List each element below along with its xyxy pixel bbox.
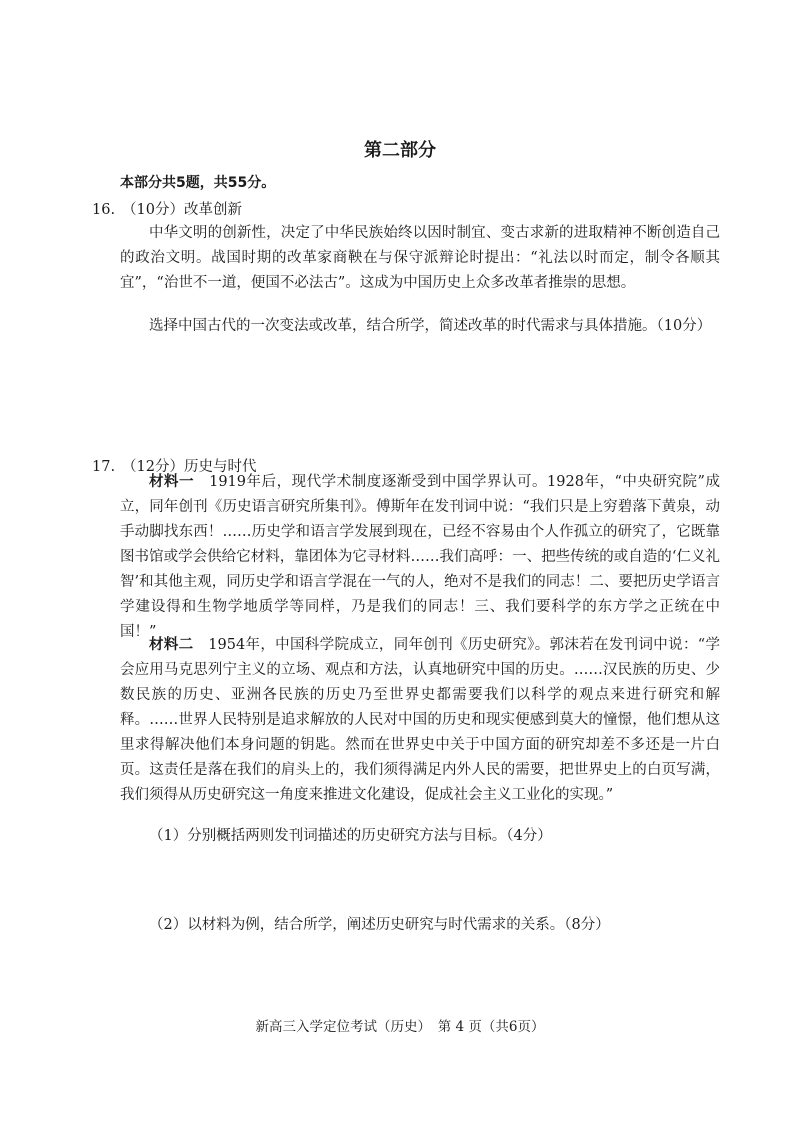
material-2	[120, 633, 720, 808]
section-title: 第二部分	[364, 140, 436, 161]
question-17-sub-2: （2）以材料为例，结合所学，阐述历史研究与时代需求的关系。（8分）	[149, 917, 610, 933]
question-16-heading: （10分）改革创新	[122, 202, 242, 218]
question-17-heading: （12分）历史与时代	[122, 459, 257, 475]
question-17-sub-1: （1）分别概括两则发刊词描述的历史研究方法与目标。（4分）	[149, 828, 552, 844]
page-footer: 新高三入学定位考试（历史） 第 4 页（共6页）	[255, 1019, 545, 1035]
question-16-paragraph-2: 选择中国古代的一次变法或改革，结合所学，简述改革的时代需求与具体措施。（10分）	[149, 318, 712, 334]
question-17-number: 17.	[92, 459, 116, 475]
question-16-paragraph-1: 中华文明的创新性，决定了中华民族始终以因时制宜、变古求新的进取精神不断创造自己的政治文明。战国时期的改革家商鞅在与保守派辩论时提出：“礼法以时而定，制令各顺其宜”，“治世不一道，便国不必法古”。这成为中国历史上众多改革者推崇的思想。	[120, 225, 720, 291]
question-16-number: 16.	[92, 202, 116, 218]
material-2-text: 1954年，中国科学院成立，同年创刊《历史研究》。郭沫若在发刊词中说：“学会应用马克思列宁主义的立场、观点和方法，认真地研究中国的历史。……汉民族的历史、少数民族的历史、亚洲各民族的历史乃至世界史都需要我们以科学的观点来进行研究和解释。……世界人民特别是追求解放的人民对中国的历史和现实便感到莫大的憧憬，他们想从这里求得解决他们本身问题的钥匙。然而在世界史中关于中国方面的研究却差不多还是一片白页。这责任是落在我们的肩头上的，我们须得满足内外人民的需要，把世界史上的白页写满，我们须得从历史研究这一角度来推进文化建设，促成社会主义工业化的实现。”	[120, 637, 720, 803]
question-16-header	[92, 198, 242, 219]
material-2-label: 材料二	[149, 637, 194, 653]
material-1-label: 材料一	[149, 474, 195, 490]
material-1-text: 1919年后，现代学术制度逐渐受到中国学界认可。1928年，“中央研究院”成立，同年创刊《历史语言研究所集刊》。傅斯年在发刊词中说：“我们只是上穷碧落下黄泉，动手动脚找东西！……历史学和语言学发展到现在，已经不容易由个人作孤立的研究了，它既靠图书馆或学会供给它材料，靠团体为它寻材料……我们高呼：一、把些传统的或自造的‘仁义礼智’和其他主观，同历史学和语言学混在一气的人，绝对不是我们的同志！二、要把历史学语言学建设得和生物学地质学等同样，乃是我们的同志！三、我们要科学的东方学之正统在中国！”	[120, 474, 720, 640]
section-intro: 本部分共5题，共55分。	[120, 175, 276, 191]
material-1	[120, 470, 720, 645]
